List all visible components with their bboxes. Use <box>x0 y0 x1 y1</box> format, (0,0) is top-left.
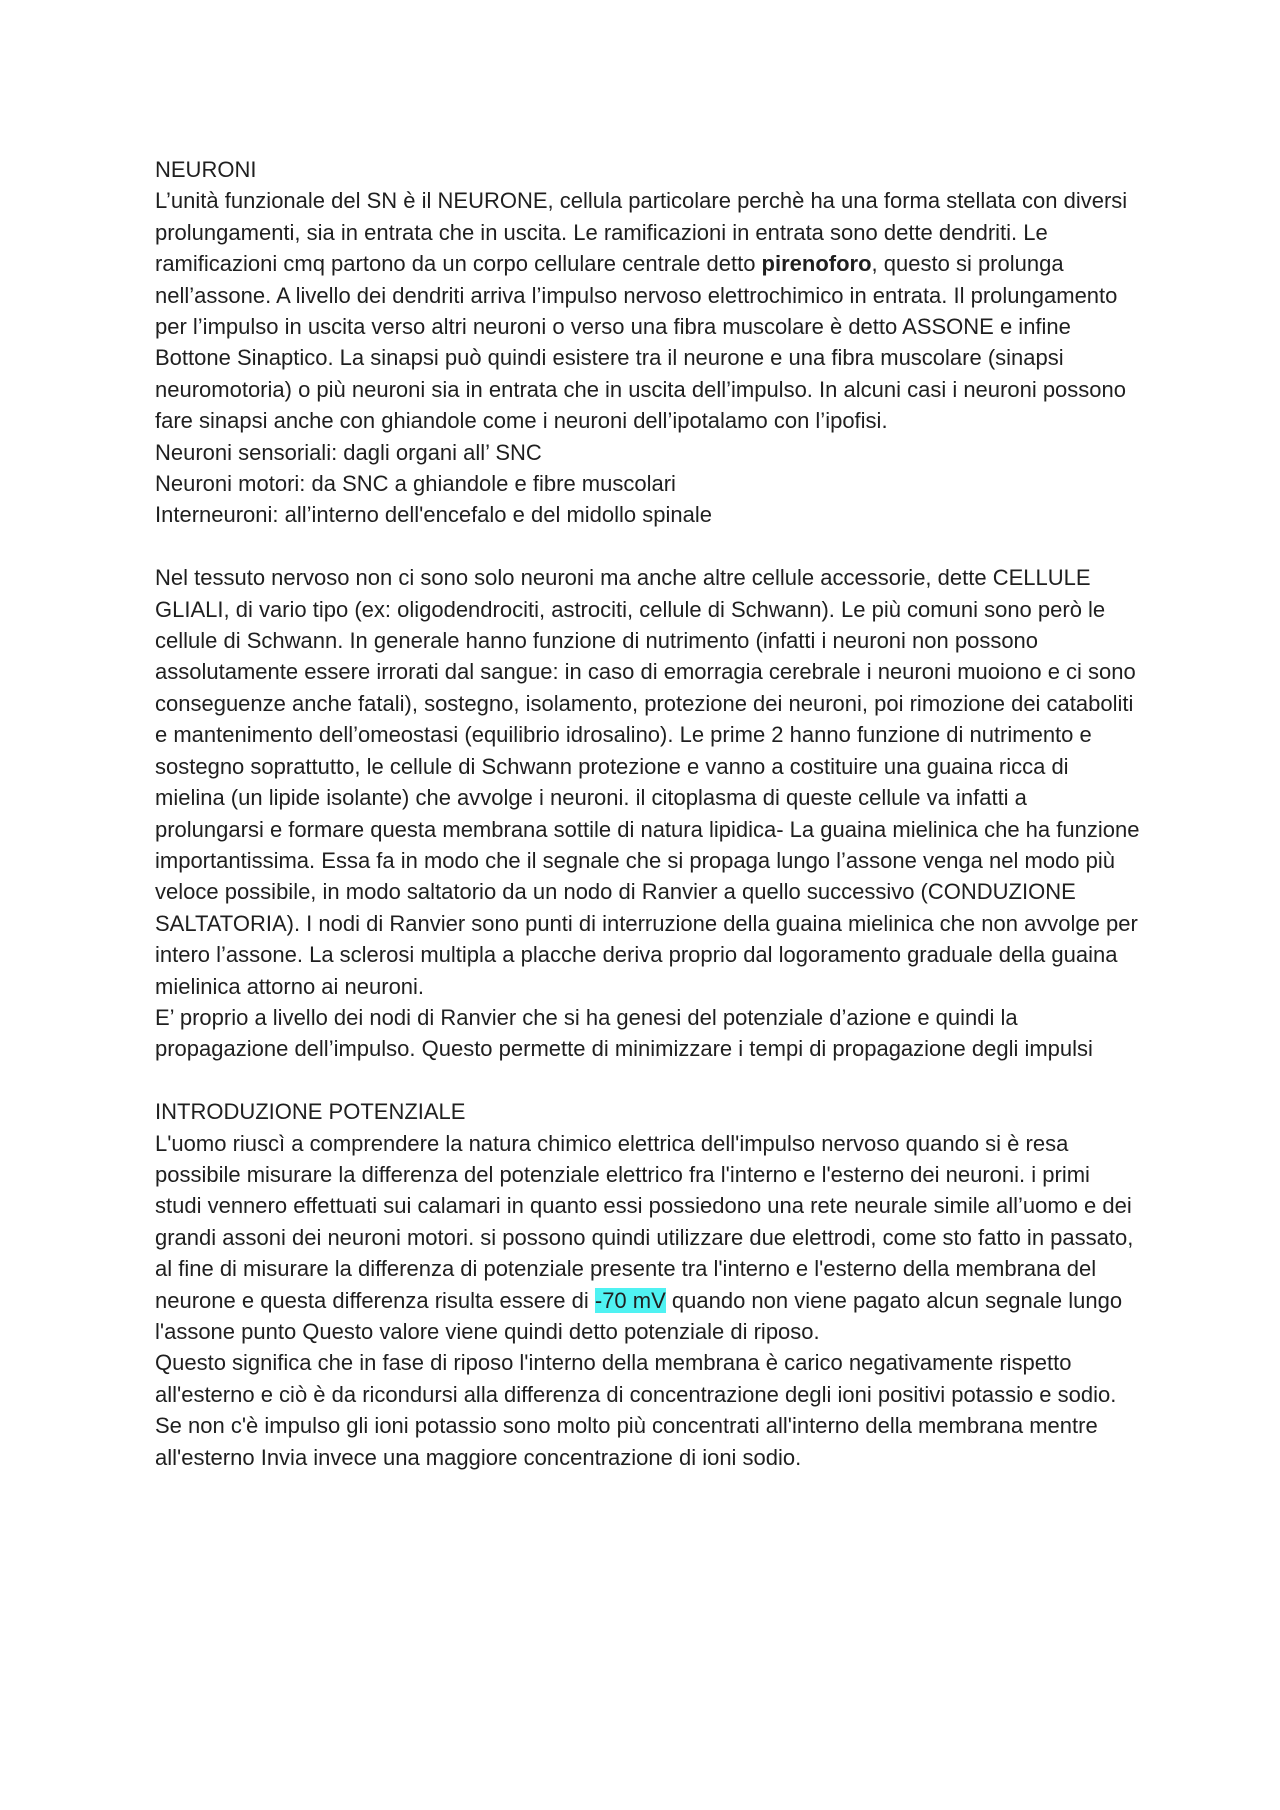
paragraph-text: L’unità funzionale del SN è il NEURONE, cellula particolare perchè ha una forma stellata con diversi prolungamenti, sia in entrata che in uscita. Le ramificazioni in entrata sono dette dendriti. Le ramificazioni cmq partono da un corpo cellulare centrale detto <box>155 188 1128 277</box>
paragraph-text: quando non viene pagato alcun segnale lungo l'assone punto Questo valore viene quindi detto potenziale di riposo. <box>155 1287 1123 1344</box>
line-motor-neurons: Neuroni motori: da SNC a ghiandole e fibre muscolari <box>155 471 676 497</box>
paragraph-ranvier-nodes: E’ proprio a livello dei nodi di Ranvier che si ha genesi del potenziale d’azione e quindi la propagazione dell’impulso. Questo permette di minimizzare i tempi di propagazione degli impulsi <box>155 1004 1093 1062</box>
paragraph-resting-potential <box>155 1128 1140 1348</box>
blank-line <box>155 1065 1140 1096</box>
paragraph-ion-concentration: Questo significa che in fase di riposo l'interno della membrana è carico negativamente rispetto all'esterno e ciò è da ricondursi alla differenza di concentrazione degli ioni positivi potassio e sodio. Se non c'è impulso gli ioni potassio sono molto più concentrati all'interno della membrana mentre all'esterno Invia invece una maggiore concentrazione di ioni sodio. <box>155 1350 1117 1470</box>
document-page <box>155 154 1140 1473</box>
paragraph-neurone-definition <box>155 185 1140 436</box>
line-interneurons: Interneuroni: all’interno dell'encefalo e del midollo spinale <box>155 502 712 528</box>
highlighted-value: -70 mV <box>594 1287 666 1313</box>
paragraph-glial-cells: Nel tessuto nervoso non ci sono solo neuroni ma anche altre cellule accessorie, dette CELLULE GLIALI, di vario tipo (ex: oligodendrociti, astrociti, cellule di Schwann). Le più comuni sono però le cellule di Schwann. In generale hanno funzione di nutrimento (infatti i neuroni non possono assolutamente essere irrorati dal sangue: in caso di emorragia cerebrale i neuroni muoiono e ci sono conseguenze anche fatali), sostegno, isolamento, protezione dei neuroni, poi rimozione dei cataboliti e mantenimento dell’omeostasi (equilibrio idrosalino). Le prime 2 hanno funzione di nutrimento e sostegno soprattutto, le cellule di Schwann protezione e vanno a costituire una guaina ricca di mielina (un lipide isolante) che avvolge i neuroni. il citoplasma di queste cellule va infatti a prolungarsi e formare questa membrana sottile di natura lipidica- La guaina mielinica che ha funzione importantissima. Essa fa in modo che il segnale che si propaga lungo l’assone venga nel modo più veloce possibile, in modo saltatorio da un nodo di Ranvier a quello successivo (CONDUZIONE SALTATORIA). I nodi di Ranvier sono punti di interruzione della guaina mielinica che non avvolge per intero l’assone. La sclerosi multipla a placche deriva proprio dal logoramento graduale della guaina mielinica attorno ai neuroni. <box>155 565 1140 999</box>
blank-line <box>155 531 1140 562</box>
section-title-neuroni: NEURONI <box>155 157 257 182</box>
bold-term-pirenoforo: pirenoforo <box>761 251 872 277</box>
line-sensory-neurons: Neuroni sensoriali: dagli organi all’ SNC <box>155 439 542 465</box>
paragraph-text: , questo si prolunga nell’assone. A livello dei dendriti arriva l’impulso nervoso elettrochimico in entrata. Il prolungamento per l’impulso in uscita verso altri neuroni o verso una fibra muscolare è detto ASSONE e infine Bottone Sinaptico. La sinapsi può quindi esistere tra il neurone e una fibra muscolare (sinapsi neuromotoria) o più neuroni sia in entrata che in uscita dell’impulso. In alcuni casi i neuroni possono fare sinapsi anche con ghiandole come i neuroni dell’ipotalamo con l’ipofisi. <box>155 251 1126 434</box>
section-title-potenziale: INTRODUZIONE POTENZIALE <box>155 1099 466 1125</box>
paragraph-text: L'uomo riuscì a comprendere la natura chimico elettrica dell'impulso nervoso quando si è resa possibile misurare la differenza del potenziale elettrico fra l'interno e l'esterno dei neuroni. i primi studi vennero effettuati sui calamari in quanto essi possiedono una rete neurale simile all’uomo e dei grandi assoni dei neuroni motori. si possono quindi utilizzare due elettrodi, come sto fatto in passato, al fine di misurare la differenza di potenziale presente tra l'interno e l'esterno della membrana del neurone e questa differenza risulta essere di <box>155 1130 1134 1313</box>
